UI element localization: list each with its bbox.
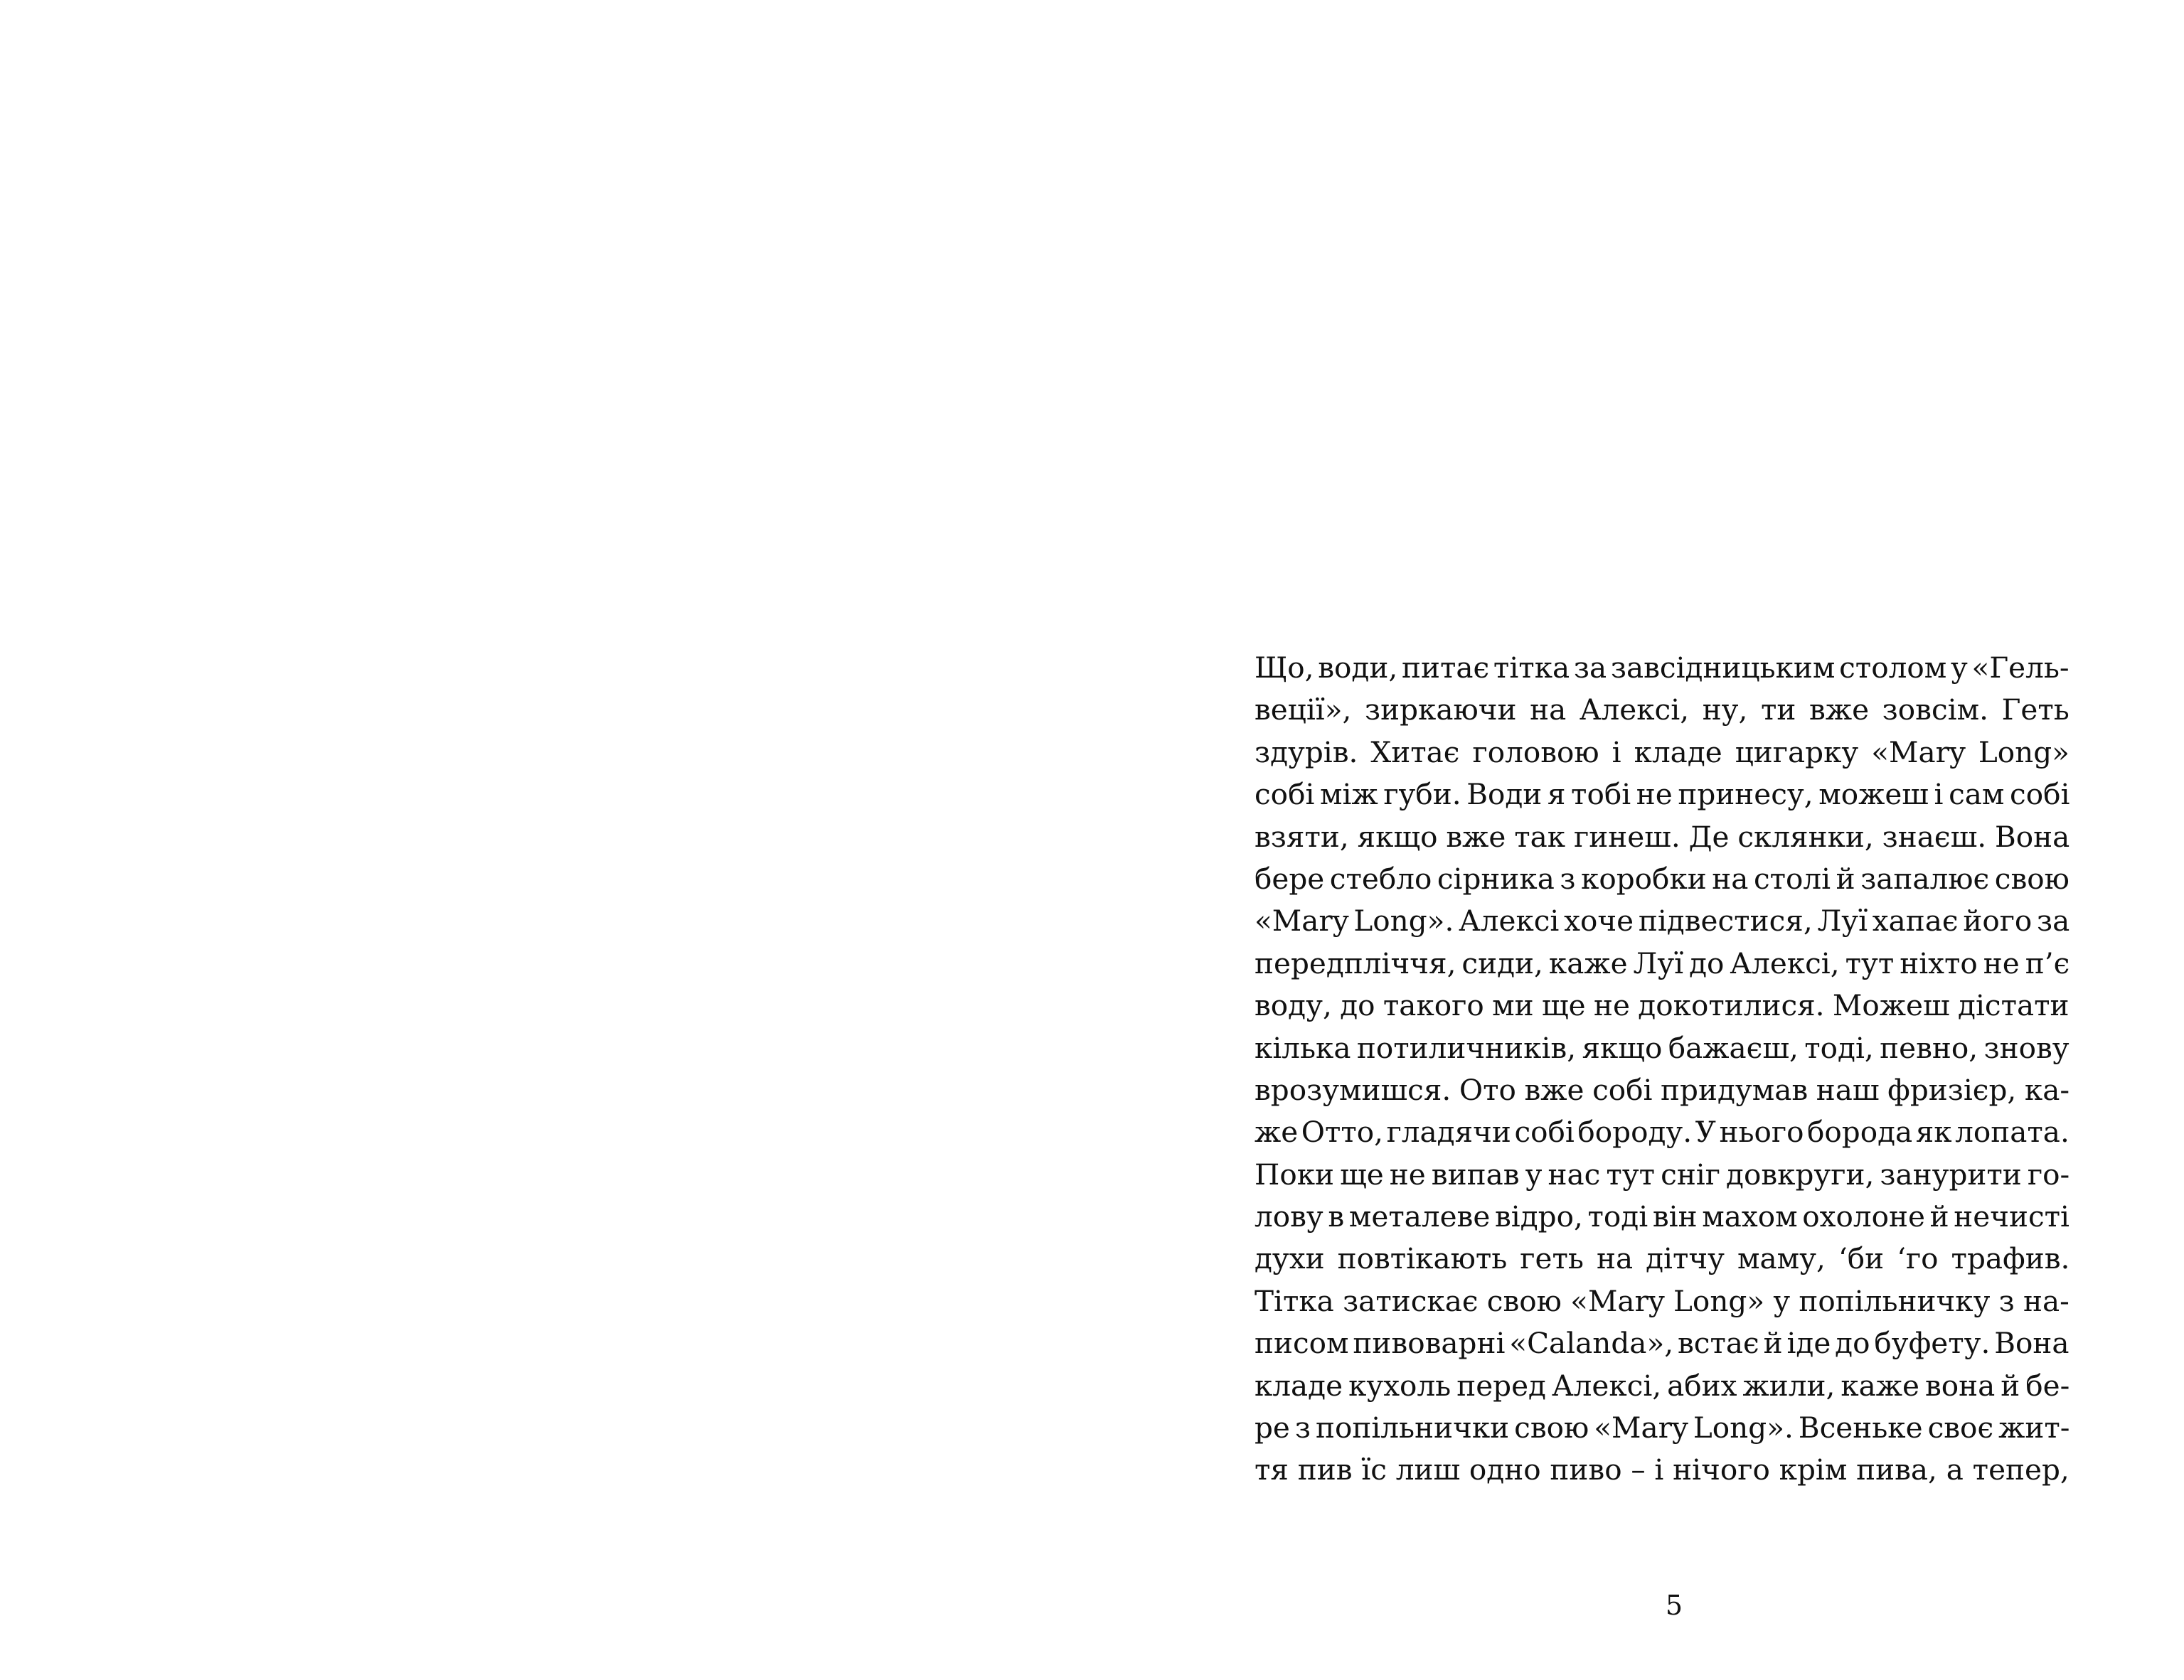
text-line: Що, води, питає тітка за завсідницьким столом у «Гель-: [1255, 651, 2070, 685]
text-line: передпліччя, сиди, каже Луї до Алексі, тут ніхто не п’є: [1255, 946, 2070, 980]
text-line: ре з попільнички свою «Mary Long». Всеньке своє жит-: [1255, 1411, 2070, 1445]
text-line: собі між губи. Води я тобі не принесу, можеш і сам собі: [1255, 777, 2070, 812]
text-line: духи повтікають геть на дітчу маму, ‘би ‘го трафив.: [1255, 1241, 2070, 1276]
text-line: писом пивоварні «Calanda», встає й іде до буфету. Вона: [1255, 1326, 2070, 1361]
text-line: воду, до такого ми ще не докотилися. Можеш дістати: [1255, 988, 2070, 1023]
right-page: [1092, 0, 2184, 1680]
text-line: «Mary Long». Алексі хоче підвестися, Луї хапає його за: [1255, 904, 2070, 938]
text-line: тя пив їс лиш одно пиво – і нічого крім пива, а тепер,: [1255, 1452, 2070, 1487]
text-line: кілька потиличників, якщо бажаєш, тоді, певно, знову: [1255, 1030, 2070, 1065]
text-line: здурів. Хитає головою і кладе цигарку «Mary Long»: [1255, 734, 2070, 769]
text-line: Поки ще не випав у нас тут сніг довкруги, занурити го-: [1255, 1157, 2070, 1192]
page-number: 5: [1665, 1590, 1683, 1621]
text-line: бере стебло сірника з коробки на столі й запалює свою: [1255, 861, 2070, 896]
text-line: взяти, якщо вже так гинеш. Де склянки, знаєш. Вона: [1255, 819, 2070, 854]
text-line: Тітка затискає свою «Mary Long» у попільничку з на-: [1255, 1283, 2070, 1318]
text-line: врозумишся. Ото вже собі придумав наш фризієр, ка-: [1255, 1072, 2070, 1107]
body-text: [1255, 647, 2070, 1492]
text-line: лову в металеве відро, тоді він махом охолоне й нечисті: [1255, 1199, 2070, 1234]
text-line: веції», зиркаючи на Алексі, ну, ти вже зовсім. Геть: [1255, 692, 2070, 727]
text-line: кладе кухоль перед Алексі, абих жили, каже вона й бе-: [1255, 1368, 2070, 1403]
text-line: же Отто, гладячи собі бороду. У нього борода як лопата.: [1255, 1115, 2070, 1150]
